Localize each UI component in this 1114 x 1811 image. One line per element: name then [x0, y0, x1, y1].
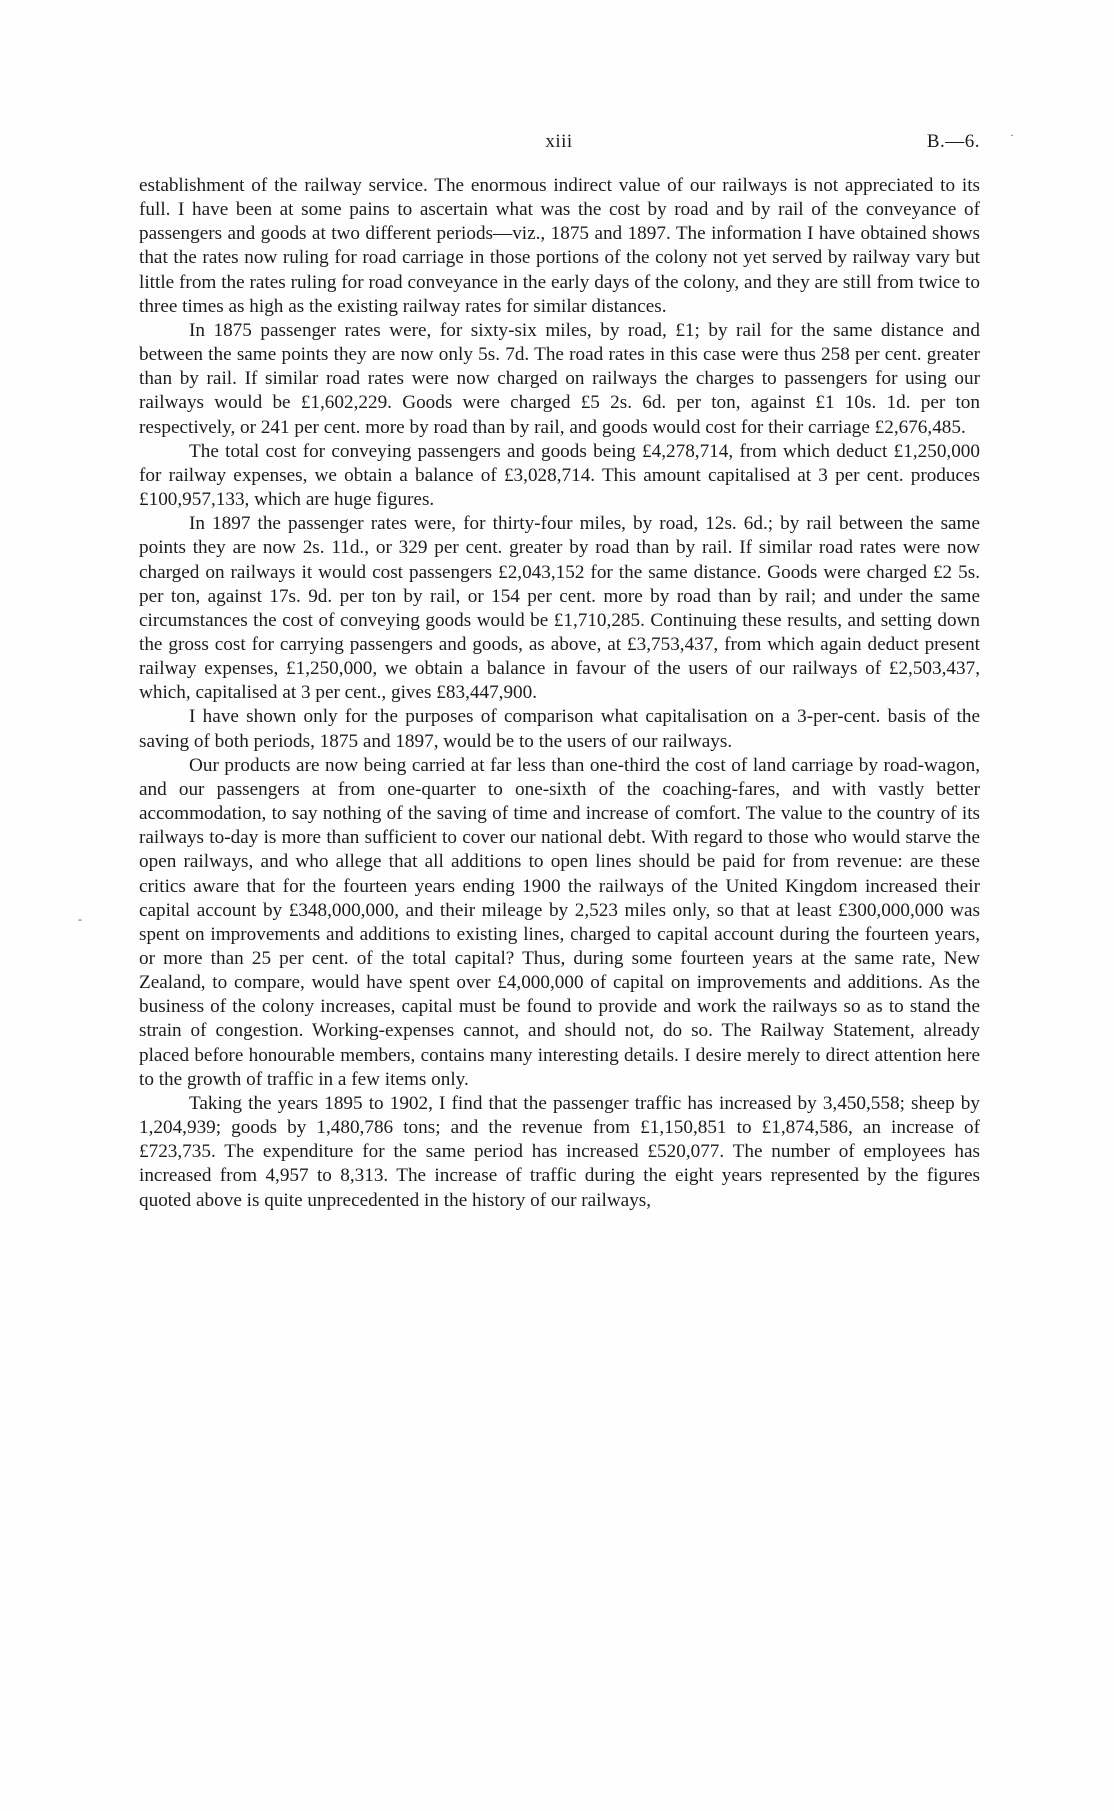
body-text: [139, 174, 980, 1213]
paragraph-traffic-growth: Taking the years 1895 to 1902, I find that the passenger traffic has increased by 3,450,558; sheep by 1,204,939; goods by 1,480,786 tons; and the revenue from £1,150,851 to £1,874,586, an increase of £723,735. The expenditure for the same period has increased £520,077. The number of employees has increased from 4,957 to 8,313. The increase of traffic during the eight years represented by the figures quoted above is quite unprecedented in the history of our railways,: [139, 1092, 980, 1211]
page-header: [138, 131, 980, 161]
paragraph-products: Our products are now being carried at far less than one-third the cost of land carriage by road-wagon, and our passengers at from one-quarter to one-sixth of the coaching-fares, and with vastly better accommodation, to say nothing of the saving of time and increase of comfort. The value to the country of its railways to-day is more than sufficient to cover our national debt. With regard to those who would starve the open railways, and who allege that all additions to open lines should be paid for from revenue: are these critics aware that for the fourteen years ending 1900 the railways of the United Kingdom increased their capital account by £348,000,000, and their mileage by 2,523 miles only, so that at least £300,000,000 was spent on improvements and additions to existing lines, charged to capital account during the fourteen years, or more than 25 per cent. of the total capital? Thus, during some fourteen years at the same rate, New Zealand, to compare, would have spent over £4,000,000 of capital on improvements and additions. As the business of the colony increases, capital must be found to provide and work the railways so as to stand the strain of congestion. Working-expenses cannot, and should not, do so. The Railway Statement, already placed before honourable members, contains many interesting details. I desire merely to direct attention here to the growth of traffic in a few items only.: [139, 754, 980, 1090]
paragraph-continuation: establishment of the railway service. The enormous indirect value of our railways is not appreciated to its full. I have been at some pains to ascertain what was the cost by road and by rail of the conveyance of passengers and goods at two different periods—viz., 1875 and 1897. The information I have obtained shows that the rates now ruling for road carriage in those portions of the colony not yet served by railway vary but little from the rates ruling for road conveyance in the early days of the colony, and they are still from twice to three times as high as the existing railway rates for similar distances.: [139, 175, 980, 317]
page-number: xiii: [545, 131, 573, 152]
margin-mark: -: [78, 912, 82, 926]
paragraph-total-cost: The total cost for conveying passengers and goods being £4,278,714, from which deduct £1,250,000 for railway expenses, we obtain a balance of £3,028,714. This amount capitalised at 3 per cent. produces £100,957,133, which are huge figures.: [139, 440, 980, 511]
paragraph-1875-rates: In 1875 passenger rates were, for sixty-six miles, by road, £1; by rail for the same distance and between the same points they are now only 5s. 7d. The road rates in this case were thus 258 per cent. greater than by rail. If similar road rates were now charged on railways the charges to passengers for using our railways would be £1,602,229. Goods were charged £5 2s. 6d. per ton, against £1 10s. 1d. per ton respectively, or 241 per cent. more by road than by rail, and goods would cost for their carriage £2,676,485.: [139, 319, 980, 438]
paragraph-comparison: I have shown only for the purposes of comparison what capitalisation on a 3-per-cent. basis of the saving of both periods, 1875 and 1897, would be to the users of our railways.: [139, 706, 980, 752]
paragraph-1897-rates: In 1897 the passenger rates were, for thirty-four miles, by road, 12s. 6d.; by rail between the same points they are now 2s. 11d., or 329 per cent. greater by road than by rail. If similar road rates were now charged on railways it would cost passengers £2,043,152 for the same distance. Goods were charged £2 5s. per ton, against 17s. 9d. per ton by rail, or 154 per cent. more by road than by rail; and under the same circumstances the cost of conveying goods would be £1,710,285. Continuing these results, and setting down the gross cost for carrying passengers and goods, as above, at £3,753,437, from which again deduct present railway expenses, £1,250,000, we obtain a balance in favour of the users of our railways of £2,503,437, which, capitalised at 3 per cent., gives £83,447,900.: [139, 513, 980, 704]
document-reference: B.—6.: [926, 131, 980, 152]
margin-mark: ·: [1010, 128, 1014, 142]
